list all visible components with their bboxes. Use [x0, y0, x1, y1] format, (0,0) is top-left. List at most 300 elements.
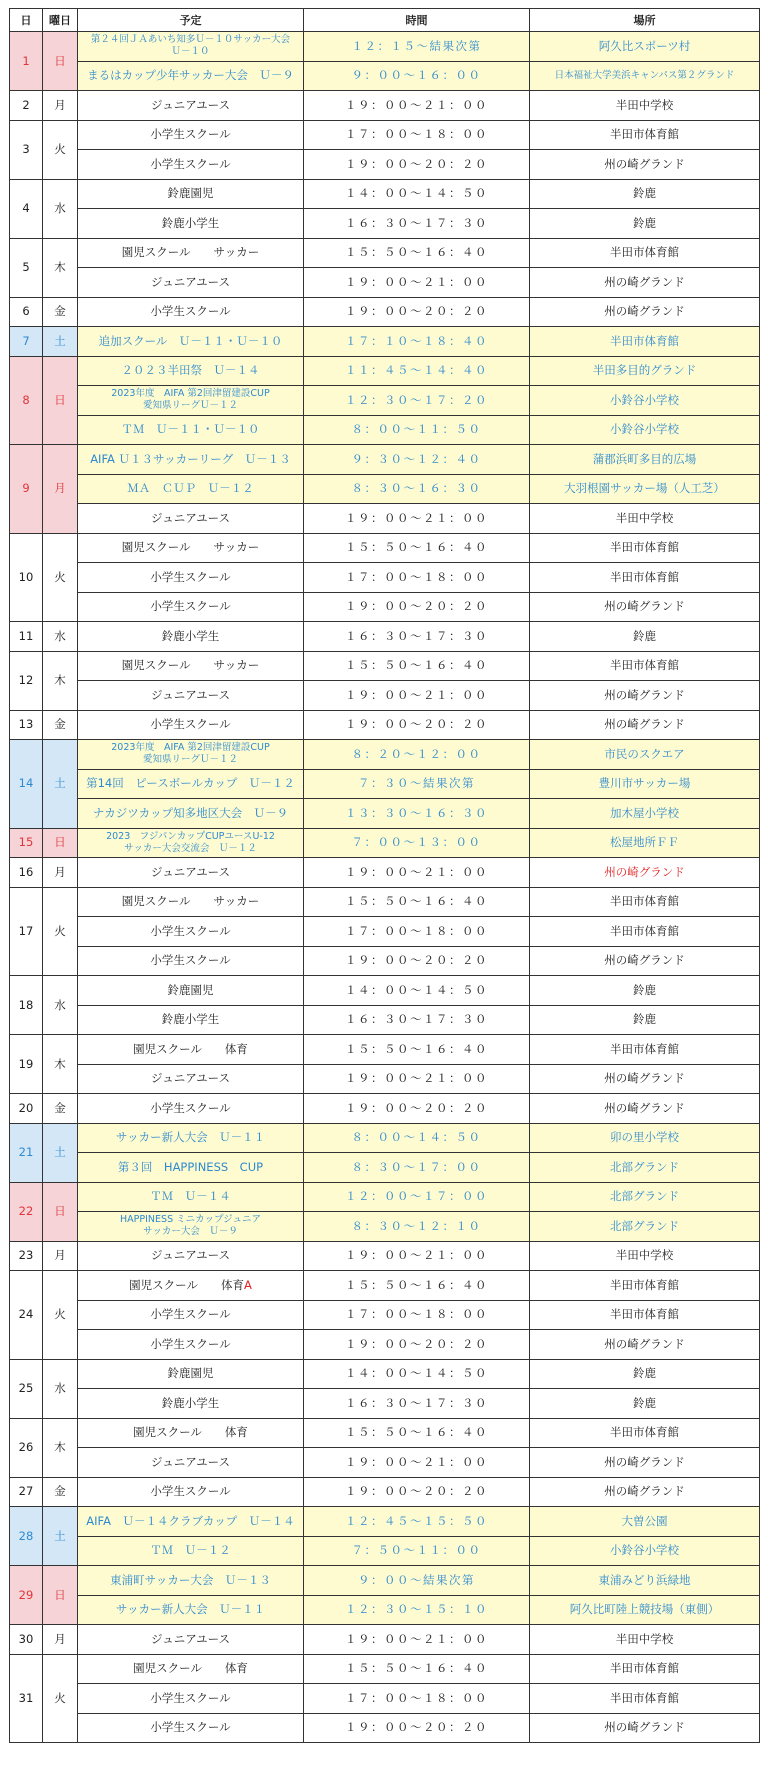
- event-title-cell: ジュニアユース: [78, 1064, 304, 1094]
- event-time-cell: １５：５０～１６：４０: [304, 1271, 530, 1301]
- schedule-row: [10, 1005, 760, 1035]
- schedule-row: [10, 1507, 760, 1537]
- schedule-row: [10, 61, 760, 91]
- schedule-table: [9, 8, 760, 1743]
- day-cell: 5: [10, 238, 43, 297]
- day-cell: 15: [10, 828, 43, 858]
- day-cell: 18: [10, 976, 43, 1035]
- event-time-cell: １６：３０～１７：３０: [304, 1005, 530, 1035]
- event-place-cell: 小鈴谷小学校: [530, 415, 760, 445]
- header-row: [10, 9, 760, 32]
- schedule-row: [10, 622, 760, 652]
- event-place-cell: 鈴鹿: [530, 1005, 760, 1035]
- day-cell: 8: [10, 356, 43, 445]
- schedule-row: [10, 150, 760, 180]
- event-time-cell: １９：００～２０：２０: [304, 150, 530, 180]
- event-place-cell: 州の崎グランド: [530, 1713, 760, 1743]
- schedule-row: [10, 179, 760, 209]
- weekday-cell: 日: [43, 1566, 78, 1625]
- event-time-cell: １３：３０～１６：３０: [304, 799, 530, 829]
- weekday-cell: 月: [43, 91, 78, 121]
- schedule-row: [10, 1182, 760, 1212]
- schedule-row: [10, 415, 760, 445]
- schedule-row: [10, 1212, 760, 1242]
- day-cell: 11: [10, 622, 43, 652]
- event-title-cell: ２０２３半田祭 Ｕ－１４: [78, 356, 304, 386]
- event-time-cell: ８：００～１１：５０: [304, 415, 530, 445]
- event-place-cell: 鈴鹿: [530, 1359, 760, 1389]
- event-title-cell: 小学生スクール: [78, 1330, 304, 1360]
- event-place-cell: 東浦みどり浜緑地: [530, 1566, 760, 1596]
- schedule-row: [10, 1477, 760, 1507]
- weekday-cell: 土: [43, 1507, 78, 1566]
- schedule-row: [10, 356, 760, 386]
- event-place-cell: 半田市体育館: [530, 1271, 760, 1301]
- day-cell: 14: [10, 740, 43, 829]
- event-time-cell: １９：００～２１：００: [304, 1241, 530, 1271]
- schedule-row: [10, 1064, 760, 1094]
- event-place-cell: 州の崎グランド: [530, 297, 760, 327]
- schedule-row: [10, 1595, 760, 1625]
- event-title-cell: サッカー新人大会 Ｕ－１１: [78, 1595, 304, 1625]
- schedule-row: [10, 120, 760, 150]
- event-title-cell: 2023 フジパンカップCUPユースU-12 サッカー大会交流会 Ｕ－１２: [78, 828, 304, 858]
- event-place-cell: 州の崎グランド: [530, 1477, 760, 1507]
- schedule-row: [10, 327, 760, 357]
- event-title-cell: 園児スクール サッカー: [78, 887, 304, 917]
- event-place-cell: 鈴鹿: [530, 1389, 760, 1419]
- event-title-cell: 園児スクール 体育A: [78, 1271, 304, 1301]
- schedule-row: [10, 1448, 760, 1478]
- event-time-cell: ９：００～１６：００: [304, 61, 530, 91]
- event-time-cell: １６：３０～１７：３０: [304, 622, 530, 652]
- event-place-cell: 州の崎グランド: [530, 1094, 760, 1124]
- event-title-cell: 小学生スクール: [78, 1300, 304, 1330]
- day-cell: 19: [10, 1035, 43, 1094]
- event-title-cell: 小学生スクール: [78, 592, 304, 622]
- day-cell: 4: [10, 179, 43, 238]
- event-title-cell: 小学生スクール: [78, 946, 304, 976]
- day-cell: 7: [10, 327, 43, 357]
- event-time-cell: １７：００～１８：００: [304, 1684, 530, 1714]
- event-place-cell: 北部グランド: [530, 1182, 760, 1212]
- day-cell: 1: [10, 32, 43, 91]
- schedule-row: [10, 1566, 760, 1596]
- event-place-cell: 鈴鹿: [530, 976, 760, 1006]
- event-title-cell: 鈴鹿小学生: [78, 1005, 304, 1035]
- schedule-row: [10, 32, 760, 62]
- header-day: 日: [10, 9, 43, 32]
- event-place-cell: 小鈴谷小学校: [530, 1536, 760, 1566]
- event-title-cell: 東浦町サッカー大会 Ｕ－１３: [78, 1566, 304, 1596]
- event-place-cell: 加木屋小学校: [530, 799, 760, 829]
- day-cell: 29: [10, 1566, 43, 1625]
- schedule-row: [10, 769, 760, 799]
- event-place-cell: 市民のスクエア: [530, 740, 760, 770]
- event-title-cell: AIFA Ｕ１３サッカーリーグ Ｕ－１３: [78, 445, 304, 475]
- event-place-cell: 鈴鹿: [530, 179, 760, 209]
- event-time-cell: ８：３０～１２：１０: [304, 1212, 530, 1242]
- event-place-cell: 州の崎グランド: [530, 150, 760, 180]
- event-place-cell: 阿久比スポーツ村: [530, 32, 760, 62]
- event-time-cell: ７：３０～結果次第: [304, 769, 530, 799]
- event-place-cell: 州の崎グランド: [530, 1064, 760, 1094]
- event-time-cell: ７：００～１３：００: [304, 828, 530, 858]
- schedule-row: [10, 1654, 760, 1684]
- event-place-cell: 半田多目的グランド: [530, 356, 760, 386]
- event-time-cell: １５：５０～１６：４０: [304, 651, 530, 681]
- schedule-row: [10, 504, 760, 534]
- weekday-cell: 水: [43, 976, 78, 1035]
- event-title-cell: ジュニアユース: [78, 91, 304, 121]
- event-time-cell: １１：４５～１４：４０: [304, 356, 530, 386]
- event-place-cell: 阿久比町陸上競技場（東側）: [530, 1595, 760, 1625]
- event-time-cell: ８：３０～１７：００: [304, 1153, 530, 1183]
- day-cell: 26: [10, 1418, 43, 1477]
- event-time-cell: １７：００～１８：００: [304, 917, 530, 947]
- event-place-cell: 半田市体育館: [530, 563, 760, 593]
- day-cell: 20: [10, 1094, 43, 1124]
- event-title-cell: 第２４回ＪＡあいち知多Ｕ－１０サッカー大会 Ｕ－１０: [78, 32, 304, 62]
- event-title-cell: 鈴鹿小学生: [78, 1389, 304, 1419]
- event-time-cell: １６：３０～１７：３０: [304, 209, 530, 239]
- event-title-cell: 小学生スクール: [78, 1713, 304, 1743]
- event-time-cell: １９：００～２０：２０: [304, 297, 530, 327]
- header-time: 時間: [304, 9, 530, 32]
- event-place-cell: 大曽公園: [530, 1507, 760, 1537]
- weekday-cell: 日: [43, 356, 78, 445]
- weekday-cell: 火: [43, 1654, 78, 1743]
- event-time-cell: １２：３０～１７：２０: [304, 386, 530, 416]
- event-time-cell: １４：００～１４：５０: [304, 976, 530, 1006]
- schedule-row: [10, 887, 760, 917]
- event-place-cell: 半田市体育館: [530, 1300, 760, 1330]
- schedule-row: [10, 1684, 760, 1714]
- event-time-cell: ８：３０～１６：３０: [304, 474, 530, 504]
- event-place-cell: 半田市体育館: [530, 533, 760, 563]
- schedule-body: [10, 32, 760, 1743]
- day-cell: 23: [10, 1241, 43, 1271]
- event-place-cell: 半田市体育館: [530, 1418, 760, 1448]
- day-cell: 6: [10, 297, 43, 327]
- schedule-row: [10, 828, 760, 858]
- weekday-cell: 火: [43, 533, 78, 622]
- event-title-cell: 小学生スクール: [78, 297, 304, 327]
- event-time-cell: １５：５０～１６：４０: [304, 1418, 530, 1448]
- schedule-row: [10, 533, 760, 563]
- event-place-cell: 半田中学校: [530, 1625, 760, 1655]
- schedule-row: [10, 1625, 760, 1655]
- event-time-cell: ８：２０～１２：００: [304, 740, 530, 770]
- schedule-row: [10, 1035, 760, 1065]
- schedule-row: [10, 209, 760, 239]
- event-title-cell: 鈴鹿園児: [78, 179, 304, 209]
- schedule-row: [10, 1389, 760, 1419]
- event-title-cell: 小学生スクール: [78, 563, 304, 593]
- event-title-cell: 小学生スクール: [78, 150, 304, 180]
- event-place-cell: 半田市体育館: [530, 327, 760, 357]
- day-cell: 21: [10, 1123, 43, 1182]
- event-title-cell: 小学生スクール: [78, 1094, 304, 1124]
- event-title-cell: 園児スクール 体育: [78, 1654, 304, 1684]
- schedule-row: [10, 917, 760, 947]
- event-place-cell: 半田市体育館: [530, 1654, 760, 1684]
- schedule-row: [10, 1359, 760, 1389]
- event-time-cell: １２：３０～１５：１０: [304, 1595, 530, 1625]
- schedule-row: [10, 91, 760, 121]
- event-time-cell: １６：３０～１７：３０: [304, 1389, 530, 1419]
- event-time-cell: １５：５０～１６：４０: [304, 1654, 530, 1684]
- weekday-cell: 土: [43, 327, 78, 357]
- event-place-cell: 鈴鹿: [530, 209, 760, 239]
- weekday-cell: 日: [43, 1182, 78, 1241]
- event-title-cell: 鈴鹿小学生: [78, 622, 304, 652]
- event-place-cell: 小鈴谷小学校: [530, 386, 760, 416]
- event-time-cell: ９：００～結果次第: [304, 1566, 530, 1596]
- event-place-cell: 州の崎グランド: [530, 710, 760, 740]
- header-place: 場所: [530, 9, 760, 32]
- event-title-cell: サッカー新人大会 Ｕ－１１: [78, 1123, 304, 1153]
- event-title-cell: ジュニアユース: [78, 504, 304, 534]
- event-title-cell: 2023年度 AIFA 第2回津留建設CUP 愛知県リーグＵ－１２: [78, 740, 304, 770]
- event-title-cell: ナカジツカップ知多地区大会 Ｕ－９: [78, 799, 304, 829]
- day-cell: 27: [10, 1477, 43, 1507]
- event-time-cell: １５：５０～１６：４０: [304, 238, 530, 268]
- schedule-row: [10, 1536, 760, 1566]
- weekday-cell: 火: [43, 887, 78, 976]
- event-time-cell: １７：００～１８：００: [304, 120, 530, 150]
- event-place-cell: 州の崎グランド: [530, 268, 760, 298]
- schedule-row: [10, 297, 760, 327]
- event-place-cell: 半田市体育館: [530, 651, 760, 681]
- event-time-cell: １２：４５～１５：５０: [304, 1507, 530, 1537]
- day-cell: 16: [10, 858, 43, 888]
- day-cell: 30: [10, 1625, 43, 1655]
- day-cell: 28: [10, 1507, 43, 1566]
- weekday-cell: 木: [43, 238, 78, 297]
- event-time-cell: １５：５０～１６：４０: [304, 887, 530, 917]
- schedule-row: [10, 1153, 760, 1183]
- day-cell: 10: [10, 533, 43, 622]
- event-time-cell: １９：００～２１：００: [304, 504, 530, 534]
- event-time-cell: １２：１５～結果次第: [304, 32, 530, 62]
- weekday-cell: 月: [43, 1241, 78, 1271]
- day-cell: 24: [10, 1271, 43, 1360]
- event-time-cell: １９：００～２０：２０: [304, 592, 530, 622]
- schedule-row: [10, 1330, 760, 1360]
- event-time-cell: １４：００～１４：５０: [304, 1359, 530, 1389]
- event-title-cell: 第３回 HAPPINESS CUP: [78, 1153, 304, 1183]
- event-title-cell: 鈴鹿園児: [78, 976, 304, 1006]
- event-title-cell: 鈴鹿園児: [78, 1359, 304, 1389]
- event-time-cell: １９：００～２１：００: [304, 858, 530, 888]
- event-place-cell: 州の崎グランド: [530, 946, 760, 976]
- event-place-cell: 半田市体育館: [530, 1035, 760, 1065]
- event-time-cell: ７：５０～１１：００: [304, 1536, 530, 1566]
- schedule-row: [10, 710, 760, 740]
- event-title-cell: 追加スクール Ｕ－１１・Ｕ－１０: [78, 327, 304, 357]
- schedule-row: [10, 976, 760, 1006]
- schedule-row: [10, 858, 760, 888]
- event-place-cell: 州の崎グランド: [530, 858, 760, 888]
- schedule-row: [10, 563, 760, 593]
- event-place-cell: 州の崎グランド: [530, 1330, 760, 1360]
- event-time-cell: １９：００～２１：００: [304, 1625, 530, 1655]
- event-title-cell: 小学生スクール: [78, 1684, 304, 1714]
- event-place-cell: 北部グランド: [530, 1212, 760, 1242]
- schedule-row: [10, 386, 760, 416]
- schedule-row: [10, 238, 760, 268]
- event-time-cell: １９：００～２０：２０: [304, 1330, 530, 1360]
- event-title-cell: 2023年度 AIFA 第2回津留建設CUP 愛知県リーグＵ－１２: [78, 386, 304, 416]
- weekday-cell: 火: [43, 1271, 78, 1360]
- event-place-cell: 蒲郡浜町多目的広場: [530, 445, 760, 475]
- event-time-cell: １９：００～２１：００: [304, 1448, 530, 1478]
- weekday-cell: 水: [43, 1359, 78, 1418]
- event-title-cell: 園児スクール 体育: [78, 1035, 304, 1065]
- event-time-cell: １７：１０～１８：４０: [304, 327, 530, 357]
- event-title-cell: ジュニアユース: [78, 268, 304, 298]
- event-title-cell: ＴＭ Ｕ－１２: [78, 1536, 304, 1566]
- weekday-cell: 土: [43, 740, 78, 829]
- schedule-row: [10, 1418, 760, 1448]
- weekday-cell: 金: [43, 1094, 78, 1124]
- event-title-suffix: A: [243, 1277, 252, 1292]
- weekday-cell: 金: [43, 297, 78, 327]
- event-place-cell: 州の崎グランド: [530, 681, 760, 711]
- weekday-cell: 月: [43, 1625, 78, 1655]
- event-place-cell: 北部グランド: [530, 1153, 760, 1183]
- event-title-cell: 小学生スクール: [78, 1477, 304, 1507]
- schedule-row: [10, 445, 760, 475]
- event-place-cell: 半田中学校: [530, 91, 760, 121]
- schedule-row: [10, 799, 760, 829]
- event-time-cell: ９：３０～１２：４０: [304, 445, 530, 475]
- weekday-cell: 水: [43, 179, 78, 238]
- weekday-cell: 火: [43, 120, 78, 179]
- event-title-cell: 第14回 ピースボールカップ Ｕ－１２: [78, 769, 304, 799]
- schedule-row: [10, 474, 760, 504]
- weekday-cell: 月: [43, 858, 78, 888]
- event-time-cell: ８：００～１４：５０: [304, 1123, 530, 1153]
- header-event: 予定: [78, 9, 304, 32]
- schedule-row: [10, 592, 760, 622]
- schedule-row: [10, 946, 760, 976]
- event-title-cell: ジュニアユース: [78, 681, 304, 711]
- day-cell: 25: [10, 1359, 43, 1418]
- event-title-cell: 園児スクール サッカー: [78, 651, 304, 681]
- schedule-row: [10, 1094, 760, 1124]
- event-title-cell: 園児スクール サッカー: [78, 238, 304, 268]
- event-time-cell: １７：００～１８：００: [304, 563, 530, 593]
- header-weekday: 曜日: [43, 9, 78, 32]
- event-time-cell: １９：００～２１：００: [304, 268, 530, 298]
- event-title-cell: 園児スクール サッカー: [78, 533, 304, 563]
- event-place-cell: 鈴鹿: [530, 622, 760, 652]
- day-cell: 9: [10, 445, 43, 534]
- event-place-cell: 半田市体育館: [530, 120, 760, 150]
- event-time-cell: １９：００～２０：２０: [304, 1477, 530, 1507]
- day-cell: 31: [10, 1654, 43, 1743]
- schedule-row: [10, 1300, 760, 1330]
- event-title-cell: ＴＭ Ｕ－１４: [78, 1182, 304, 1212]
- schedule-row: [10, 1123, 760, 1153]
- event-title-cell: ジュニアユース: [78, 1448, 304, 1478]
- event-title-cell: 小学生スクール: [78, 917, 304, 947]
- day-cell: 3: [10, 120, 43, 179]
- event-time-cell: １９：００～２１：００: [304, 681, 530, 711]
- event-place-cell: 州の崎グランド: [530, 592, 760, 622]
- day-cell: 17: [10, 887, 43, 976]
- weekday-cell: 日: [43, 828, 78, 858]
- day-cell: 2: [10, 91, 43, 121]
- event-place-cell: 卯の里小学校: [530, 1123, 760, 1153]
- weekday-cell: 木: [43, 1035, 78, 1094]
- weekday-cell: 金: [43, 710, 78, 740]
- schedule-row: [10, 1713, 760, 1743]
- weekday-cell: 木: [43, 1418, 78, 1477]
- event-title-cell: ジュニアユース: [78, 1625, 304, 1655]
- event-place-cell: 半田市体育館: [530, 917, 760, 947]
- event-place-cell: 半田市体育館: [530, 238, 760, 268]
- weekday-cell: 土: [43, 1123, 78, 1182]
- event-title-cell: 園児スクール 体育: [78, 1418, 304, 1448]
- event-time-cell: １７：００～１８：００: [304, 1300, 530, 1330]
- event-time-cell: １２：００～１７：００: [304, 1182, 530, 1212]
- event-place-cell: 大羽根園サッカー場（人工芝）: [530, 474, 760, 504]
- event-title-cell: HAPPINESS ミニカップジュニア サッカー大会 Ｕ－９: [78, 1212, 304, 1242]
- event-time-cell: １５：５０～１６：４０: [304, 1035, 530, 1065]
- schedule-row: [10, 651, 760, 681]
- event-title-cell: ジュニアユース: [78, 1241, 304, 1271]
- event-time-cell: １９：００～２０：２０: [304, 1713, 530, 1743]
- event-time-cell: １９：００～２０：２０: [304, 1094, 530, 1124]
- event-place-cell: 州の崎グランド: [530, 1448, 760, 1478]
- schedule-row: [10, 268, 760, 298]
- weekday-cell: 水: [43, 622, 78, 652]
- event-time-cell: １９：００～２０：２０: [304, 946, 530, 976]
- weekday-cell: 月: [43, 445, 78, 534]
- event-title-cell: AIFA Ｕ－１４クラブカップ Ｕ－１４: [78, 1507, 304, 1537]
- event-place-cell: 半田市体育館: [530, 1684, 760, 1714]
- event-place-cell: 松屋地所ＦＦ: [530, 828, 760, 858]
- day-cell: 22: [10, 1182, 43, 1241]
- schedule-row: [10, 1241, 760, 1271]
- event-place-cell: 日本福祉大学美浜キャンパス第２グランド: [530, 61, 760, 91]
- event-title-cell: 小学生スクール: [78, 710, 304, 740]
- event-title-cell: 鈴鹿小学生: [78, 209, 304, 239]
- schedule-row: [10, 681, 760, 711]
- event-time-cell: １４：００～１４：５０: [304, 179, 530, 209]
- event-title-cell: ＴＭ Ｕ－１１・Ｕ－１０: [78, 415, 304, 445]
- event-time-cell: １９：００～２１：００: [304, 1064, 530, 1094]
- day-cell: 13: [10, 710, 43, 740]
- weekday-cell: 木: [43, 651, 78, 710]
- event-place-cell: 半田市体育館: [530, 887, 760, 917]
- weekday-cell: 日: [43, 32, 78, 91]
- event-time-cell: １９：００～２１：００: [304, 91, 530, 121]
- event-title-cell: ＭＡ ＣＵＰ Ｕ－１２: [78, 474, 304, 504]
- event-title-cell: 小学生スクール: [78, 120, 304, 150]
- event-title-cell: ジュニアユース: [78, 858, 304, 888]
- schedule-row: [10, 1271, 760, 1301]
- event-time-cell: １５：５０～１６：４０: [304, 533, 530, 563]
- event-title-cell: まるはカップ少年サッカー大会 Ｕ－９: [78, 61, 304, 91]
- day-cell: 12: [10, 651, 43, 710]
- event-place-cell: 半田中学校: [530, 1241, 760, 1271]
- event-place-cell: 豊川市サッカー場: [530, 769, 760, 799]
- schedule-row: [10, 740, 760, 770]
